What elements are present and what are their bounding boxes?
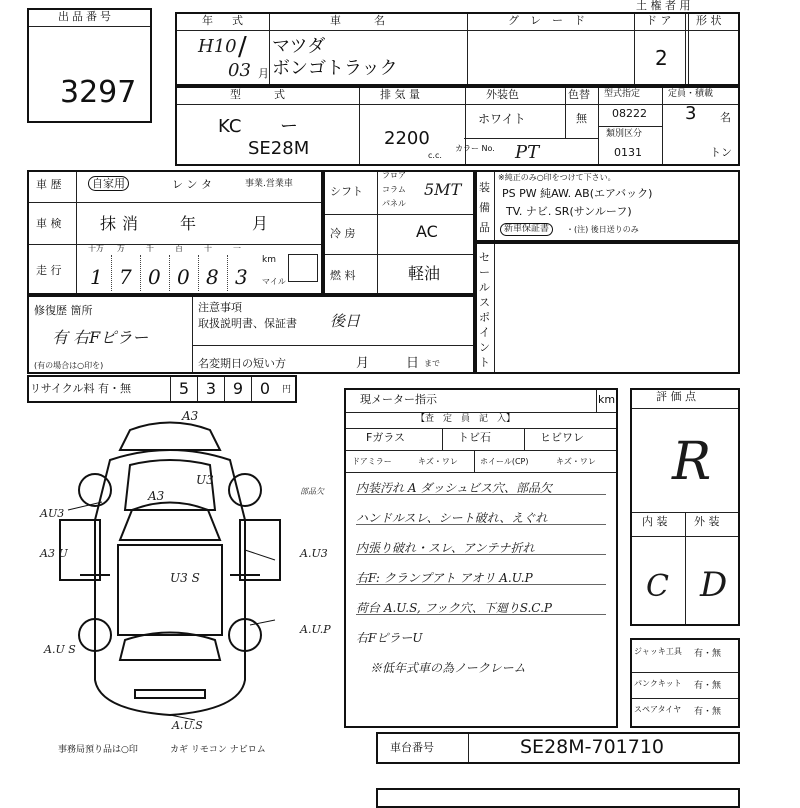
option-value: 有・無 [694, 649, 722, 659]
expiry-day: 日 [406, 356, 420, 371]
equipment-warranty: 新車保証書 [500, 223, 553, 236]
recycle-digit-cell: 5 [170, 377, 197, 401]
office-text: 事務局預り品は○印 [58, 745, 138, 755]
mark-top: A3 [182, 409, 199, 423]
model-year-slash: / [238, 32, 247, 62]
history-label: 車 歴 [36, 178, 62, 191]
office-items: カギ リモコン ナビロム [170, 745, 266, 755]
odometer-digit: 8 [206, 265, 219, 289]
odometer-unit: 百 [175, 244, 183, 253]
bottom-box [376, 788, 740, 808]
odometer [82, 245, 258, 293]
model-code: SE28M [248, 138, 310, 159]
mark-left-mid: A3 U [40, 547, 68, 560]
fuel-value: 軽油 [408, 264, 441, 283]
vehicle-maker: マツダ [272, 36, 326, 57]
doors-value: 2 [655, 46, 668, 70]
doors-shape-divider [688, 14, 689, 84]
capacity-persons: 3 [685, 103, 697, 124]
mark-right-mid: A.U3 [300, 547, 328, 560]
model-year-month: 03 [228, 60, 251, 81]
odometer-unit: 一 [233, 244, 241, 253]
option-label: ジャッキ工具 [634, 647, 682, 656]
mileage-km: km [262, 255, 276, 265]
option-label: スペアタイヤ [634, 705, 682, 714]
sales-point-label: セールスポイント [479, 251, 490, 369]
displacement-value: 2200 [384, 128, 430, 149]
repair-note: (有の場合は○印を) [34, 361, 104, 370]
recycle-digits [170, 377, 280, 401]
history-rental: レ ン タ [172, 178, 212, 191]
odometer-digit: 7 [119, 265, 132, 289]
ac-value: AC [416, 222, 438, 241]
color-no-label: カラー No. [455, 144, 495, 153]
model-year-month-unit: 月 [258, 67, 269, 80]
shift-label: シフト [330, 185, 363, 198]
inspector-note-line: ※低年式車の為ノークレーム [370, 662, 526, 674]
color-change-value: 無 [576, 112, 587, 125]
exterior-label: 外 装 [694, 515, 720, 528]
odometer-digit: 0 [148, 265, 161, 289]
chassis-value: SE28M-701710 [520, 736, 665, 758]
equipment-label-divider [494, 172, 495, 240]
inspection-month-unit: 月 [252, 214, 269, 233]
vehicle-name-label: 車 名 [330, 14, 385, 27]
typedesig-class-label: 類別区分 [606, 129, 643, 139]
color-no-value: PT [515, 142, 540, 163]
recycle-digit-cell: 3 [197, 377, 224, 401]
glass-label: Fガラス [366, 431, 405, 444]
history-private: 自家用 [88, 176, 129, 191]
meter-unit: km [598, 393, 616, 406]
inspector-note-line: 内張り破れ・スレ、アンテナ折れ [356, 542, 606, 555]
equipment-note: ※純正のみ○印をつけて下さい。 [498, 173, 616, 182]
doors-label: ド ア [646, 14, 672, 27]
typedesig-mid-divider [598, 126, 662, 127]
chassis-label: 車台番号 [390, 741, 434, 754]
shift-panel: パネル [382, 199, 406, 208]
odometer-unit: 千 [146, 244, 154, 253]
inspector-note-line: 荷台 A.U.S, フック穴、下廻りS.C.P [356, 602, 606, 615]
odometer-digit: 0 [177, 265, 190, 289]
expiry-label: 名変期日の短い方 [198, 357, 286, 370]
option-value: 有・無 [694, 681, 722, 691]
equipment-label: 装 備 品 [479, 181, 490, 234]
mileage-mile: マイル [262, 277, 286, 286]
odometer-digit: 3 [235, 265, 248, 289]
color-label: 外装色 [486, 88, 519, 101]
capacity-persons-unit: 名 [720, 111, 731, 124]
meter-label: 現メーター指示 [360, 393, 437, 406]
mark-hood: A3 [148, 489, 165, 503]
inspection-year-unit: 年 [180, 214, 197, 233]
typedesig-value: 08222 [612, 107, 647, 120]
rating-label: 評 価 点 [656, 390, 696, 403]
color-change-label: 色替 [568, 88, 590, 101]
inspector-entry-label: 【査 定 員 記 入】 [416, 414, 516, 424]
expiry-month: 月 [356, 356, 370, 371]
notes-handwritten: 後日 [330, 312, 361, 330]
recycle-digit-cell: 0 [251, 377, 278, 401]
displacement-label: 排 気 量 [380, 88, 420, 101]
capacity-label: 定員・積載 [668, 89, 714, 99]
ac-label: 冷 房 [330, 227, 356, 240]
odometer-unit: 万 [117, 244, 125, 253]
sales-point-divider [494, 244, 495, 372]
history-business: 事業.営業車 [245, 179, 293, 189]
model-code-label: 型 式 [230, 88, 285, 101]
typedesig-class-value: 0131 [614, 146, 642, 159]
inspector-note-line: ハンドルスレ、シート破れ、えぐれ [356, 512, 606, 525]
options-list [632, 640, 738, 726]
mileage-label: 走 行 [36, 264, 62, 277]
color-value: ホワイト [478, 112, 526, 126]
inspector-notes [350, 474, 614, 694]
mark-left-rear: A.U S [44, 643, 76, 656]
grade-doors-divider [634, 14, 635, 84]
mark-right-rear: A.U.P [300, 623, 331, 636]
odometer-digit: 1 [90, 265, 103, 289]
repair-label: 修復歴 箇所 [34, 304, 93, 317]
shift-column: コラム [382, 185, 406, 194]
displacement-unit: c.c. [428, 151, 442, 160]
lot-label: 出品番号 [58, 10, 114, 23]
shift-floor: フロア [382, 171, 406, 180]
odometer-unit: 十万 [88, 244, 104, 253]
recycle-digit-cell: 9 [224, 377, 251, 401]
equipment-warranty-note: ・(注) 後日送りのみ [566, 225, 639, 234]
equipment-line1: PS PW 純AW. AB(エアバック) [502, 187, 653, 200]
odometer-unit: 十 [204, 244, 212, 253]
mark-bottom: A.U.S [172, 719, 203, 732]
mark-bed: U3 S [170, 571, 200, 585]
glass-opt1: トビ石 [458, 431, 491, 444]
sales-point-box [475, 242, 740, 374]
inspector-note-line: 内装汚れ A ダッシュビス穴、部品欠 [356, 482, 606, 495]
repair-handwritten: 有 右Fピラー [52, 328, 149, 347]
rating-score: R [672, 432, 712, 492]
equipment-line2: TV. ナビ. SR(サンルーフ) [506, 205, 632, 218]
fuel-label: 燃 料 [330, 269, 356, 282]
model-dash: ー [280, 116, 298, 137]
shape-label: 形 状 [696, 14, 722, 27]
interior-score: C [646, 569, 669, 604]
expiry-suffix: まで [424, 359, 440, 368]
wheel-label: ホイール(CP) [480, 457, 529, 466]
glass-opt2: ヒビワレ [540, 431, 584, 444]
recycle-label: リサイクル料 有・無 [30, 382, 131, 395]
model-year-era: H10 [198, 36, 237, 57]
grade-label: グ レ ー ド [508, 14, 585, 27]
exterior-score: D [700, 565, 728, 605]
mirror-label: ドアミラー [352, 457, 392, 466]
typedesig-label: 型式指定 [604, 89, 641, 99]
inspector-note-line: 右F: クランプアト アオリ A.U.P [356, 572, 606, 585]
inspector-note-line: 右FピラーU [356, 632, 423, 644]
notes-label: 注意事項 [198, 301, 242, 314]
model-prefix: KC [218, 116, 242, 137]
capacity-load-unit: トン [710, 146, 732, 159]
mile-box [288, 254, 318, 282]
color-no-divider [464, 138, 598, 139]
top-right-partial: 土 権 者 用 [636, 0, 691, 12]
mirror-opt: キズ・ワレ [418, 457, 458, 466]
interior-label: 内 装 [642, 515, 668, 528]
inspection-value: 抹消 [100, 214, 145, 233]
mark-cabin: U3 [196, 473, 214, 487]
color-divider [565, 88, 566, 138]
option-label: パンクキット [634, 679, 682, 688]
recycle-unit: 円 [282, 385, 292, 395]
notes-line: 取扱説明書、保証書 [198, 317, 297, 330]
shift-value: 5MT [424, 180, 462, 199]
vehicle-name: ボンゴトラック [272, 58, 398, 79]
mark-right-front-note: 部品欠 [300, 487, 324, 496]
option-value: 有・無 [694, 707, 722, 717]
model-year-label: 年 式 [202, 14, 247, 27]
mark-left-front: AU3 [40, 507, 65, 520]
capacity-divider [662, 88, 663, 164]
wheel-opt: キズ・ワレ [556, 457, 596, 466]
inspection-label: 車 検 [36, 217, 62, 230]
lot-number: 3297 [60, 75, 137, 110]
